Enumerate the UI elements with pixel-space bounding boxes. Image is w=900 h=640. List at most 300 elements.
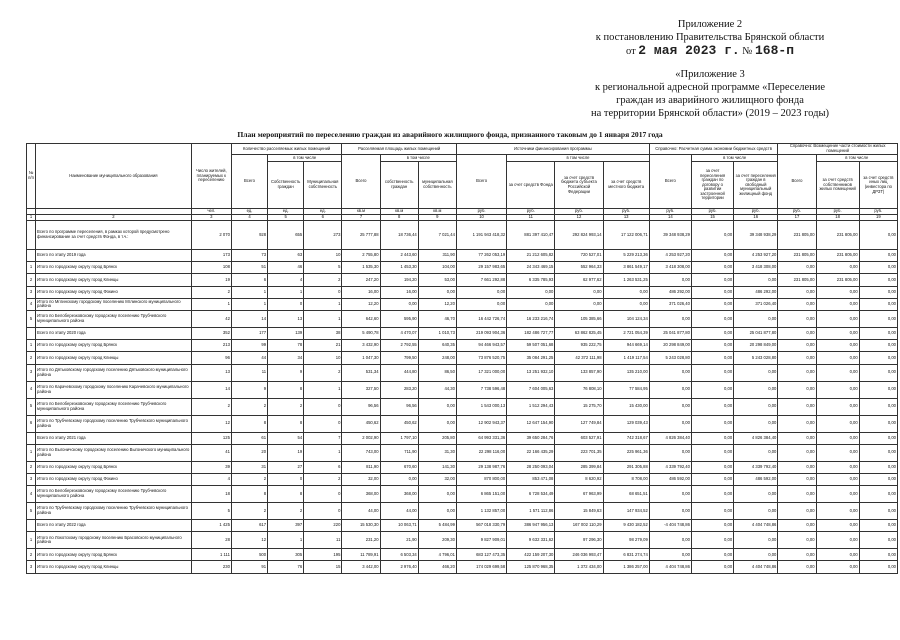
value-cell: 0,00 — [778, 473, 816, 485]
row-index-cell: 4 — [27, 486, 36, 503]
value-cell: 1 263 531,25 — [603, 274, 649, 286]
value-cell: 6 335 785,93 — [507, 274, 555, 286]
table-row — [27, 298, 898, 310]
table-row — [27, 561, 898, 573]
value-cell: 19 — [191, 274, 231, 286]
value-cell: 6 831 274,74 — [603, 549, 649, 561]
value-cell: 0,00 — [816, 444, 859, 461]
value-cell: 0 — [304, 286, 342, 298]
value-cell: 8 — [268, 486, 304, 503]
value-cell: 96,56 — [342, 398, 380, 415]
value-cell: 12,20 — [418, 298, 456, 310]
value-cell: 0,00 — [734, 532, 778, 549]
value-cell: 64 993 331,36 — [456, 432, 506, 444]
value-cell: 0,00 — [691, 444, 733, 461]
value-cell: 139 — [268, 327, 304, 339]
col-comp-b: за счет средств иных лиц (инвестора по ДРЗТ) — [859, 162, 897, 209]
value-cell: 1 — [304, 298, 342, 310]
value-cell: 552 964,33 — [555, 262, 603, 274]
plan-table — [26, 143, 898, 574]
col-savings-b: за счет переселения граждан в свободный муниципальный жилищный фонд — [734, 162, 778, 209]
value-cell: 683 127 473,35 — [456, 549, 506, 561]
value-cell: 0,00 — [778, 444, 816, 461]
value-cell: 670,60 — [380, 461, 418, 473]
col-comp-total: Всего — [778, 155, 816, 209]
value-cell: 1 386 257,00 — [603, 561, 649, 573]
value-cell: 220 — [304, 520, 342, 532]
value-cell: 246 036 993,47 — [555, 549, 603, 561]
value-cell: 0,00 — [649, 364, 691, 381]
value-cell: 135 210,00 — [603, 364, 649, 381]
value-cell: 0,00 — [778, 327, 816, 339]
value-cell: 1 132 857,00 — [456, 503, 506, 520]
municipality-name-cell: Итого по Белоберезковскому городскому поселению Трубчевского муниципального района — [36, 310, 192, 327]
value-cell: 12 647 154,90 — [507, 415, 555, 432]
value-cell: 16,00 — [380, 286, 418, 298]
value-cell: 0,00 — [691, 432, 733, 444]
value-cell: 0,00 — [691, 532, 733, 549]
value-cell: 13 251 932,10 — [507, 364, 555, 381]
value-cell: 1 419 117,54 — [603, 352, 649, 364]
value-cell: 0,00 — [649, 444, 691, 461]
value-cell: 368,00 — [380, 486, 418, 503]
row-index-cell: 1 — [27, 532, 36, 549]
row-index-cell: 5 — [27, 503, 36, 520]
col-no: № п/п — [27, 144, 36, 209]
value-cell: 0,00 — [734, 310, 778, 327]
municipality-name-cell: Итого по городскому округу город Клинцы — [36, 561, 192, 573]
value-cell: 0,00 — [691, 262, 733, 274]
value-cell: 0,00 — [734, 486, 778, 503]
value-cell: 16,00 — [342, 286, 380, 298]
value-cell: 0,00 — [859, 274, 897, 286]
column-number-cell: 2 — [36, 215, 192, 221]
value-cell: 0 — [304, 415, 342, 432]
col-subject: за счет средств бюджета субъекта Российской Федерации — [555, 162, 603, 209]
value-cell: 24 343 469,15 — [507, 262, 555, 274]
value-cell: 0,00 — [691, 221, 733, 250]
column-number-cell: 13 — [603, 215, 649, 221]
value-cell: 371 026,40 — [734, 298, 778, 310]
col-savings-a: за счет переселения граждан по договору о развитии застроенной территории — [691, 162, 733, 209]
column-number-cell: 16 — [734, 215, 778, 221]
program-line-3: на территории Брянской области» (2019 – 2023 годы) — [590, 108, 830, 119]
value-cell: 0,00 — [816, 310, 859, 327]
value-cell: 0,00 — [778, 415, 816, 432]
value-cell: 15 — [304, 561, 342, 573]
value-cell: 1 512 294,43 — [507, 398, 555, 415]
value-cell: 0 — [304, 503, 342, 520]
municipality-name-cell: Итого по городскому округу город Брянск — [36, 461, 192, 473]
value-cell: 1 372 434,00 — [555, 561, 603, 573]
column-number-cell: 18 — [816, 215, 859, 221]
value-cell: 17 321 000,00 — [456, 364, 506, 381]
municipality-name-cell: Итого по городскому округу город Клинцы — [36, 352, 192, 364]
unit-cell: руб. — [456, 209, 506, 215]
value-cell: 0,00 — [418, 486, 456, 503]
municipality-name-cell: Итого по городскому округу город Фокино — [36, 473, 192, 485]
column-number-cell: 6 — [304, 215, 342, 221]
value-cell: 655 — [268, 221, 304, 250]
value-cell: 77 262 053,19 — [456, 250, 506, 262]
unit-cell: руб. — [859, 209, 897, 215]
value-cell: 10 063,71 — [380, 520, 418, 532]
value-cell: 8 — [268, 415, 304, 432]
value-cell: 25 041 877,80 — [649, 327, 691, 339]
row-index-cell: 6 — [27, 415, 36, 432]
value-cell: 799,50 — [380, 352, 418, 364]
col-group-rooms: Количество расселяемых жилых помещений — [231, 144, 342, 155]
value-cell: 0,00 — [555, 298, 603, 310]
value-cell: 4 339 792,40 — [649, 461, 691, 473]
column-number-cell: 19 — [859, 215, 897, 221]
value-cell: 352 — [191, 327, 231, 339]
value-cell: 853 471,08 — [507, 473, 555, 485]
municipality-name-cell: Итого по Трубчевскому городскому поселению Трубчевского муниципального района — [36, 415, 192, 432]
unit-cell: руб. — [555, 209, 603, 215]
value-cell: 0,00 — [859, 461, 897, 473]
value-cell: 0,00 — [816, 549, 859, 561]
document-header — [560, 18, 860, 120]
municipality-name-cell: Всего по этапу 2020 года — [36, 327, 192, 339]
value-cell: 5 — [304, 262, 342, 274]
resolution-reference: к постановлению Правительства Брянской области — [595, 32, 825, 43]
value-cell: 1 191 943 418,32 — [456, 221, 506, 250]
value-cell: 0,00 — [380, 473, 418, 485]
value-cell: 0,00 — [603, 286, 649, 298]
value-cell: 0,00 — [816, 503, 859, 520]
row-index-cell: 1 — [27, 262, 36, 274]
value-cell: 32,00 — [418, 473, 456, 485]
value-cell: 3 418 308,00 — [734, 262, 778, 274]
value-cell: 4 253 927,20 — [734, 250, 778, 262]
value-cell: 104 124,34 — [603, 310, 649, 327]
value-cell: 1 — [304, 381, 342, 398]
row-index-cell: 3 — [27, 364, 36, 381]
value-cell: 44,00 — [380, 503, 418, 520]
value-cell: 8 — [231, 415, 267, 432]
column-number-cell: 7 — [342, 215, 380, 221]
value-cell: 1 — [231, 286, 267, 298]
value-cell: 0,00 — [734, 503, 778, 520]
value-cell: 0,00 — [859, 486, 897, 503]
value-cell: 1 — [304, 444, 342, 461]
municipality-name-cell: Итого по Карачевскому городскому поселению Карачевского муниципального района — [36, 381, 192, 398]
value-cell: 0,00 — [816, 364, 859, 381]
unit-cell: ед. — [304, 209, 342, 215]
value-cell: 28 — [191, 532, 231, 549]
value-cell: 0,00 — [778, 432, 816, 444]
value-cell: 0,00 — [691, 473, 733, 485]
value-cell: 0,00 — [859, 549, 897, 561]
table-row — [27, 274, 898, 286]
value-cell: 3 442,00 — [342, 561, 380, 573]
value-cell: 248,00 — [418, 352, 456, 364]
value-cell: 273 — [304, 221, 342, 250]
value-cell: 15 530,30 — [342, 520, 380, 532]
value-cell: 7 604 005,63 — [507, 381, 555, 398]
value-cell: 19 — [268, 444, 304, 461]
value-cell: 14 — [191, 381, 231, 398]
value-cell: 0,00 — [778, 549, 816, 561]
row-index-cell — [27, 432, 36, 444]
value-cell: 3 861 549,17 — [603, 262, 649, 274]
table-row — [27, 486, 898, 503]
value-cell: 422 159 207,30 — [507, 549, 555, 561]
value-cell: 4 — [268, 274, 304, 286]
value-cell: 16 442 726,74 — [456, 310, 506, 327]
value-cell: 486 592,00 — [734, 473, 778, 485]
value-cell: 96,56 — [380, 398, 418, 415]
unit-cell: руб. — [649, 209, 691, 215]
value-cell: 0,00 — [816, 561, 859, 573]
value-cell: 105 385,66 — [555, 310, 603, 327]
value-cell: 0,00 — [816, 327, 859, 339]
value-cell: 4 470,07 — [380, 327, 418, 339]
value-cell: 4 404 748,86 — [734, 561, 778, 573]
value-cell: 4 404 748,86 — [734, 520, 778, 532]
value-cell: 0,00 — [816, 415, 859, 432]
value-cell: 0 — [268, 473, 304, 485]
value-cell: 500 — [231, 549, 267, 561]
value-cell: 9 827 909,01 — [456, 532, 506, 549]
value-cell: 4 796,01 — [418, 549, 456, 561]
value-cell: 1 425 — [191, 520, 231, 532]
value-cell: 870 800,00 — [456, 473, 506, 485]
value-cell: 1 — [191, 298, 231, 310]
value-cell: 742 318,67 — [603, 432, 649, 444]
value-cell: 38 — [304, 327, 342, 339]
value-cell: 711,90 — [380, 444, 418, 461]
column-number-cell: 5 — [268, 215, 304, 221]
table-row — [27, 340, 898, 352]
value-cell: 12,20 — [342, 298, 380, 310]
value-cell: 0,00 — [859, 398, 897, 415]
value-cell: 0,00 — [816, 381, 859, 398]
table-row — [27, 364, 898, 381]
value-cell: 11 — [231, 364, 267, 381]
value-cell: 0,00 — [691, 398, 733, 415]
table-row — [27, 520, 898, 532]
value-cell: 0,00 — [555, 286, 603, 298]
value-cell: 4 339 792,40 — [734, 461, 778, 473]
col-name: Наименование муниципального образования — [36, 144, 192, 209]
value-cell: 20 298 849,00 — [649, 340, 691, 352]
municipality-name-cell: Итого по городскому округу город Фокино — [36, 286, 192, 298]
value-cell: 531,34 — [342, 364, 380, 381]
value-cell: 225 961,36 — [603, 444, 649, 461]
value-cell: 0,00 — [778, 310, 816, 327]
value-cell: 2 — [268, 503, 304, 520]
column-number-cell: 3 — [191, 215, 231, 221]
value-cell: 0,00 — [778, 340, 816, 352]
value-cell: 0,00 — [734, 415, 778, 432]
value-cell: 0,00 — [734, 381, 778, 398]
value-cell: 16 233 216,74 — [507, 310, 555, 327]
value-cell: 2 — [231, 503, 267, 520]
value-cell: 0,00 — [691, 310, 733, 327]
value-cell: 231 805,00 — [816, 221, 859, 250]
value-cell: 231 805,00 — [778, 274, 816, 286]
municipality-name-cell: Итого по Белоберезковскому городскому поселению Трубчевского муниципального района — [36, 398, 192, 415]
table-row — [27, 415, 898, 432]
value-cell: 21 212 605,82 — [507, 250, 555, 262]
value-cell: 0,00 — [859, 298, 897, 310]
value-cell: 44 — [231, 352, 267, 364]
value-cell: 2 070 — [191, 221, 231, 250]
value-cell: 0,00 — [816, 398, 859, 415]
value-cell: 32,00 — [342, 473, 380, 485]
value-cell: 617 — [231, 520, 267, 532]
handwritten-date: 2 мая 2023 г. — [638, 43, 740, 58]
value-cell: 29 157 983,65 — [456, 262, 506, 274]
value-cell: 15 849,63 — [555, 503, 603, 520]
value-cell: 0,00 — [691, 520, 733, 532]
value-cell: 9 — [231, 381, 267, 398]
quote-appendix: «Приложение 3 — [675, 69, 745, 80]
value-cell: 0,00 — [859, 286, 897, 298]
municipality-name-cell: Итого по Трубчевскому городскому поселению Трубчевского муниципального района — [36, 503, 192, 520]
value-cell: 0,00 — [778, 461, 816, 473]
value-cell: 1 535,30 — [342, 262, 380, 274]
value-cell: 76 — [268, 561, 304, 573]
value-cell: 7 021,44 — [418, 221, 456, 250]
column-number-cell: 11 — [507, 215, 555, 221]
value-cell: 5 243 028,80 — [734, 352, 778, 364]
value-cell: 5 484,99 — [418, 520, 456, 532]
value-cell: 1 047,30 — [342, 352, 380, 364]
column-number-cell: 10 — [456, 215, 506, 221]
value-cell: 42 — [191, 310, 231, 327]
value-cell: 7 661 292,88 — [456, 274, 506, 286]
value-cell: 15 275,70 — [555, 398, 603, 415]
value-cell: 44,00 — [342, 503, 380, 520]
unit-cell: руб. — [734, 209, 778, 215]
value-cell: 0,00 — [859, 352, 897, 364]
value-cell: 0,00 — [734, 549, 778, 561]
value-cell: 0,00 — [649, 503, 691, 520]
row-index-cell: 2 — [27, 549, 36, 561]
value-cell: 46 — [268, 262, 304, 274]
col-area-owned: собственность граждан — [380, 162, 418, 209]
value-cell: 141,30 — [418, 461, 456, 473]
value-cell: 231 805,00 — [816, 250, 859, 262]
value-cell: 1 010,73 — [418, 327, 456, 339]
value-cell: 147 934,52 — [603, 503, 649, 520]
value-cell: 642,60 — [342, 310, 380, 327]
value-cell: 1 543 000,13 — [456, 398, 506, 415]
col-rooms-municipal: Муниципальная собственность — [304, 162, 342, 209]
table-row — [27, 286, 898, 298]
value-cell: 51 — [231, 262, 267, 274]
value-cell: 39 — [191, 461, 231, 473]
value-cell: 0,00 — [691, 549, 733, 561]
municipality-name-cell: Итого по Дятьковскому городскому поселению Дятьковского муниципального района — [36, 364, 192, 381]
row-index-cell: 3 — [27, 473, 36, 485]
value-cell: 0 — [304, 398, 342, 415]
value-cell: 2 — [231, 398, 267, 415]
value-cell: 486 292,00 — [649, 286, 691, 298]
value-cell: 0,00 — [778, 364, 816, 381]
table-body — [27, 221, 898, 574]
table-row — [27, 532, 898, 549]
unit-cell: руб. — [691, 209, 733, 215]
column-number-cell: 14 — [649, 215, 691, 221]
value-cell: 371 026,40 — [649, 298, 691, 310]
value-cell: 4 826 384,40 — [734, 432, 778, 444]
value-cell: 41 — [191, 444, 231, 461]
value-cell: 18 — [191, 486, 231, 503]
value-cell: 223 701,35 — [555, 444, 603, 461]
value-cell: 0,00 — [691, 274, 733, 286]
value-cell: 0,00 — [734, 444, 778, 461]
value-cell: 231 805,00 — [816, 274, 859, 286]
col-savings-incl: в том числе — [691, 155, 777, 162]
value-cell: 0,00 — [691, 250, 733, 262]
column-number-cell: 8 — [380, 215, 418, 221]
table-row — [27, 221, 898, 250]
municipality-name-cell: Итого по городскому округу город Брянск — [36, 262, 192, 274]
row-index-cell: 4 — [27, 298, 36, 310]
table-row — [27, 444, 898, 461]
value-cell: 2 976,40 — [380, 561, 418, 573]
value-cell: 0,00 — [778, 262, 816, 274]
value-cell: 6 — [304, 461, 342, 473]
value-cell: 125 870 968,35 — [507, 561, 555, 573]
value-cell: 0,00 — [816, 532, 859, 549]
col-area-municipal: муниципальная собственность — [418, 162, 456, 209]
value-cell: 0,00 — [859, 473, 897, 485]
value-cell: 0,00 — [816, 473, 859, 485]
unit-cell: ед. — [268, 209, 304, 215]
value-cell: 63 — [268, 250, 304, 262]
col-rooms-owned: Собственность граждан — [268, 162, 304, 209]
value-cell: 177 — [231, 327, 267, 339]
value-cell: 6 865 151,00 — [456, 486, 506, 503]
col-comp-a: за счет средств собственников жилых помещений — [816, 162, 859, 209]
value-cell: 0,00 — [816, 340, 859, 352]
value-cell: 27 — [268, 461, 304, 473]
municipality-name-cell: Итого по городскому округу город Брянск — [36, 549, 192, 561]
value-cell: 466,20 — [418, 561, 456, 573]
date-prefix: от — [625, 46, 636, 57]
value-cell: 0 — [304, 486, 342, 503]
value-cell: 0,00 — [816, 286, 859, 298]
value-cell: 0,00 — [691, 415, 733, 432]
value-cell: 230 — [191, 561, 231, 573]
value-cell: 0,00 — [691, 286, 733, 298]
value-cell: 0,00 — [691, 503, 733, 520]
table-row — [27, 327, 898, 339]
value-cell: 2 792,55 — [380, 340, 418, 352]
value-cell: 1 — [268, 286, 304, 298]
value-cell: 0,00 — [734, 274, 778, 286]
value-cell: 0,00 — [507, 286, 555, 298]
value-cell: 5 229 213,36 — [603, 250, 649, 262]
value-cell: 2 — [304, 364, 342, 381]
value-cell: 0,00 — [649, 381, 691, 398]
value-cell: 881 397 410,47 — [507, 221, 555, 250]
unit-cell: кв.м — [342, 209, 380, 215]
value-cell: 4 404 748,86 — [649, 561, 691, 573]
row-index-cell: 5 — [27, 310, 36, 327]
row-index-cell — [27, 520, 36, 532]
value-cell: 0,00 — [859, 327, 897, 339]
row-index-cell: 2 — [27, 461, 36, 473]
value-cell: 0,00 — [418, 415, 456, 432]
value-cell: 0,00 — [603, 298, 649, 310]
value-cell: 2 443,60 — [380, 250, 418, 262]
